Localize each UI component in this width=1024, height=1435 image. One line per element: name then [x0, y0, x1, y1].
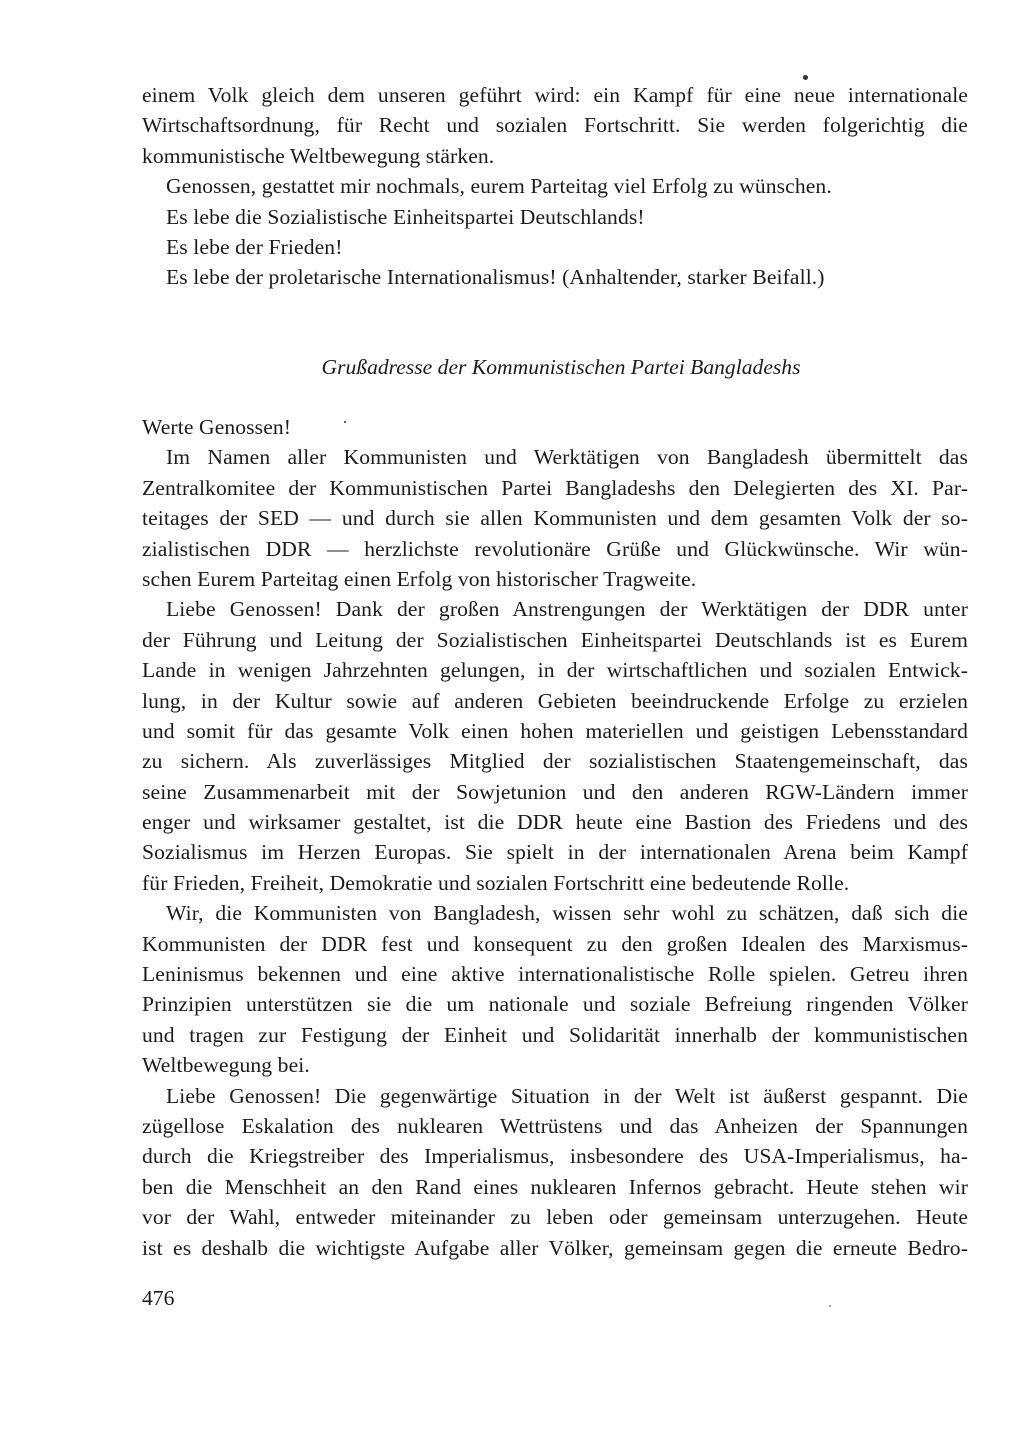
text-line: durch die Kriegstreiber des Imperialismus, insbesondere des USA-Imperialismus, ha-: [142, 1144, 968, 1169]
text-line: Werte Genossen!: [142, 415, 292, 439]
text-line: ist es deshalb die wichtigste Aufgabe aller Völker, gemeinsam gegen die erneute Bedro-: [142, 1235, 968, 1260]
text-line: Wir, die Kommunisten von Bangladesh, wissen sehr wohl zu schätzen, daß sich die: [166, 901, 968, 926]
continuation-paragraphs: [142, 80, 968, 293]
text-line: einem Volk gleich dem unseren geführt wird: ein Kampf für eine neue internationale: [142, 83, 968, 107]
text-line: Liebe Genossen! Dank der großen Anstrengungen der Werktätigen der DDR unter: [166, 597, 968, 622]
text-line: Zentralkomitee der Kommunistischen Partei Bangladeshs den Delegierten des XI. Par-: [142, 475, 968, 500]
print-speck: [829, 1305, 831, 1307]
text-line: Es lebe der Frieden!: [166, 234, 343, 259]
text-line: zügellose Eskalation des nuklearen Wettrüstens und das Anheizen der Spannungen: [142, 1113, 968, 1138]
text-line: für Frieden, Freiheit, Demokratie und sozialen Fortschritt eine bedeutende Rolle.: [142, 870, 850, 895]
page-number: 476: [142, 1286, 175, 1310]
text-line: Lande in wenigen Jahrzehnten gelungen, in der wirtschaftlichen und sozialen Entwick-: [142, 658, 968, 683]
text-line: Prinzipien unterstützen sie die um nationale und soziale Befreiung ringenden Völker: [142, 992, 968, 1017]
text-line: vor der Wahl, entweder miteinander zu leben oder gemeinsam unterzugehen. Heute: [142, 1205, 968, 1230]
text-line: Es lebe die Sozialistische Einheitspartei Deutschlands!: [166, 204, 645, 229]
body-paragraphs: [142, 412, 968, 1263]
text-line: zu sichern. Als zuverlässiges Mitglied der sozialistischen Staatengemeinschaft, das: [142, 749, 968, 774]
print-speck: [344, 421, 346, 423]
text-line: Es lebe der proletarische Internationalismus! (Anhaltender, starker Beifall.): [166, 265, 825, 290]
text-line: lung, in der Kultur sowie auf anderen Gebieten beeindruckende Erfolge zu erzielen: [142, 688, 968, 713]
text-line: Im Namen aller Kommunisten und Werktätigen von Bangladesh übermittelt das: [166, 445, 968, 470]
text-line: seine Zusammenarbeit mit der Sowjetunion und den anderen RGW-Ländern immer: [142, 779, 968, 804]
text-line: und tragen zur Festigung der Einheit und Solidarität innerhalb der kommunistischen: [142, 1022, 968, 1047]
text-line: Genossen, gestattet mir nochmals, eurem Parteitag viel Erfolg zu wünschen.: [166, 174, 832, 199]
text-line: Weltbewegung bei.: [142, 1053, 310, 1078]
text-line: teitages der SED — und durch sie allen Kommunisten und dem gesamten Volk der so-: [142, 506, 968, 531]
section-heading: Grußadresse der Kommunistischen Partei Bangladeshs: [321, 355, 801, 379]
text-line: ben die Menschheit an den Rand eines nuklearen Infernos gebracht. Heute stehen wir: [142, 1174, 968, 1199]
text-line: Kommunisten der DDR fest und konsequent zu den großen Idealen des Marxismus-: [142, 931, 968, 956]
text-line: enger und wirksamer gestaltet, ist die DDR heute eine Bastion des Friedens und des: [142, 810, 968, 835]
text-line: kommunistische Weltbewegung stärken.: [142, 143, 495, 168]
print-speck: [803, 75, 808, 80]
text-line: zialistischen DDR — herzlichste revolutionäre Grüße und Glückwünsche. Wir wün-: [142, 536, 968, 561]
text-line: schen Eurem Parteitag einen Erfolg von historischer Tragweite.: [142, 566, 697, 591]
text-line: Leninismus bekennen und eine aktive internationalistische Rolle spielen. Getreu ihren: [142, 962, 968, 987]
text-line: Wirtschaftsordnung, für Recht und sozialen Fortschritt. Sie werden folgerichtig die: [142, 113, 968, 138]
text-line: Sozialismus im Herzen Europas. Sie spielt in der internationalen Arena beim Kampf: [142, 840, 968, 865]
text-line: der Führung und Leitung der Sozialistischen Einheitspartei Deutschlands ist es Eurem: [142, 627, 968, 652]
text-line: und somit für das gesamte Volk einen hohen materiellen und geistigen Lebensstandard: [142, 718, 968, 743]
text-line: Liebe Genossen! Die gegenwärtige Situation in der Welt ist äußerst gespannt. Die: [166, 1083, 968, 1108]
